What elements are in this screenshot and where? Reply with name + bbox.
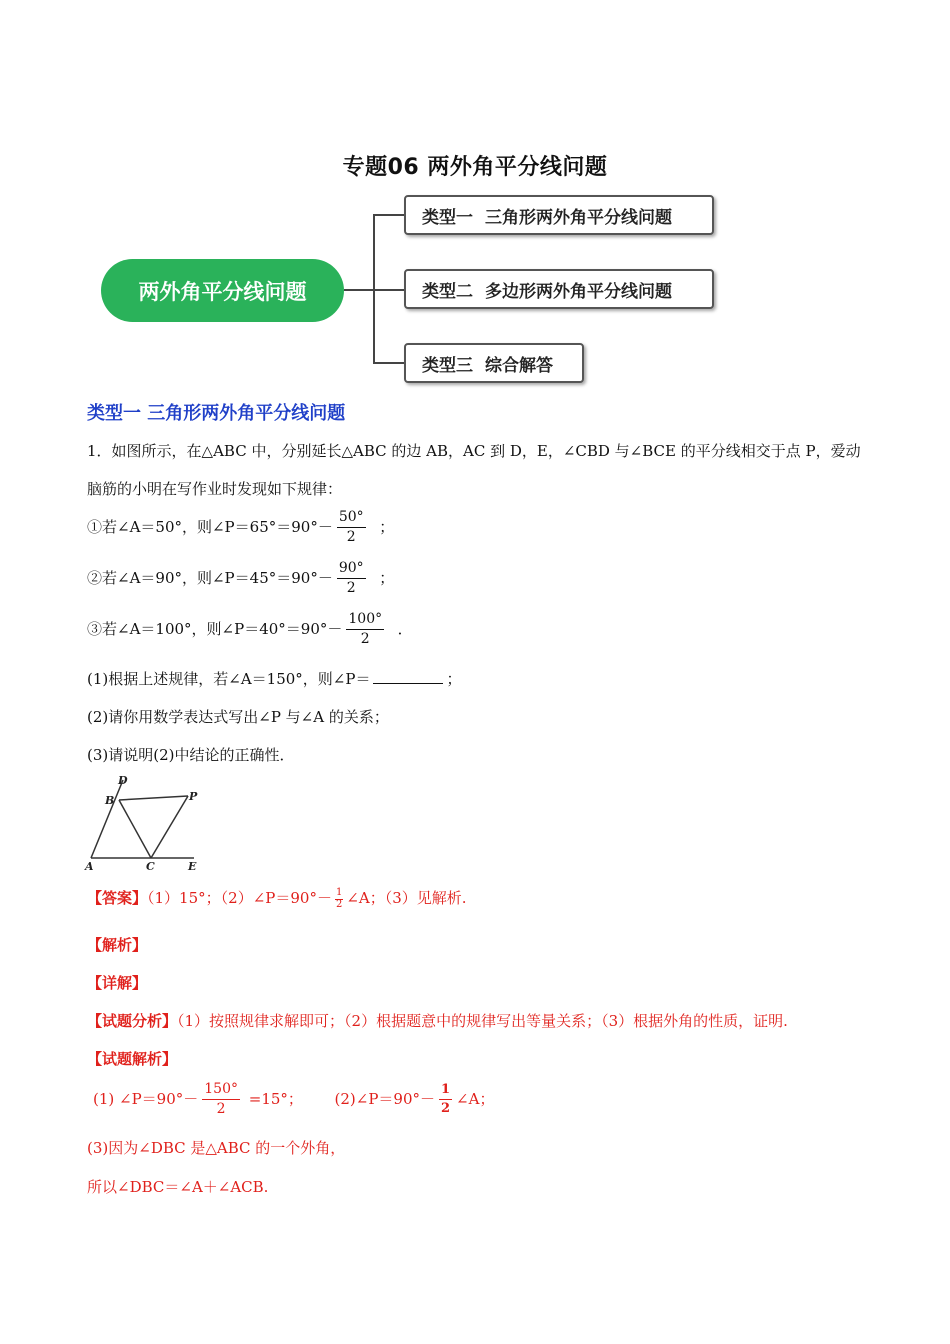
solution-line-4: 所以∠DBC＝∠A＋∠ACB. (87, 1178, 269, 1196)
fraction (202, 1082, 240, 1118)
solution-text: ∠A； (456, 1089, 495, 1108)
label-e: E (188, 860, 197, 872)
fraction-numerator: 100° (346, 612, 384, 630)
fraction-denominator: 2 (335, 898, 343, 910)
solution-tag: 【试题解析】 (87, 1050, 178, 1068)
fraction-numerator: 150° (202, 1082, 240, 1100)
rule-suffix: ． (397, 619, 413, 638)
solution-text: (1) ∠P＝90°－ (93, 1089, 199, 1108)
line-bp (119, 796, 188, 800)
mindmap-connector (344, 289, 374, 291)
mindmap-node-text: 综合解答 (485, 355, 553, 376)
solution-line-1 (93, 1082, 494, 1118)
mindmap-node-label: 类型三 (422, 355, 473, 376)
label-p: P (189, 790, 198, 803)
rule-text: ③若∠A＝100°，则∠P＝40°＝90°－ (87, 619, 343, 638)
mindmap-connector (373, 362, 405, 364)
jiexi-tag: 【解析】 (87, 936, 148, 954)
mindmap-node-text: 三角形两外角平分线问题 (485, 207, 672, 228)
xiangjie-tag: 【详解】 (87, 974, 148, 992)
mindmap-node-type2 (404, 269, 714, 309)
question-text: (1)根据上述规律，若∠A＝150°，则∠P＝ (87, 670, 371, 688)
mindmap-node-text: 多边形两外角平分线问题 (485, 281, 672, 302)
mindmap-connector (373, 214, 405, 216)
answer-tag: 【答案】 (87, 889, 148, 907)
problem-intro-line1: 1．如图所示，在△ABC 中，分别延长△ABC 的边 AB，AC 到 D，E，∠CBD 与∠BCE 的平分线相交于点 P，爱动 (87, 442, 861, 460)
rule-2 (87, 561, 394, 597)
answer-line (87, 887, 467, 910)
fraction-denominator: 2 (360, 631, 370, 648)
fraction-denominator: 2 (441, 1101, 451, 1117)
fraction-denominator: 2 (216, 1101, 226, 1118)
fraction (337, 561, 366, 597)
analysis-tag: 【试题分析】 (87, 1012, 178, 1030)
question-suffix: ； (446, 670, 462, 688)
mindmap-node-type3 (404, 343, 584, 383)
rule-suffix: ； (379, 517, 395, 536)
fraction-numerator: 50° (337, 510, 366, 528)
analysis-line (87, 1010, 788, 1031)
line-cp (151, 796, 188, 858)
label-d: D (118, 774, 128, 787)
label-b: B (105, 794, 115, 807)
rule-1 (87, 510, 394, 546)
rule-text: ①若∠A＝50°，则∠P＝65°＝90°－ (87, 517, 333, 536)
line-ad (91, 780, 123, 858)
mindmap-node-label: 类型二 (422, 281, 473, 302)
triangle-figure (84, 772, 204, 872)
question-1 (87, 668, 461, 689)
analysis-text: （1）按照规律求解即可；（2）根据题意中的规律写出等量关系；（3）根据外角的性质，证明. (177, 1012, 788, 1030)
fraction-denominator: 2 (346, 529, 356, 546)
problem-intro-line2: 脑筋的小明在写作业时发现如下规律： (87, 480, 343, 498)
answer-text: ∠A；（3）见解析. (346, 889, 467, 907)
mindmap-center: 两外角平分线问题 (101, 259, 344, 322)
rule-suffix: ； (379, 568, 395, 587)
answer-text: （1）15°；（2）∠P＝90°－ (147, 889, 332, 907)
fraction-numerator: 90° (337, 561, 366, 579)
label-c: C (146, 860, 155, 872)
mindmap-node-label: 类型一 (422, 207, 473, 228)
mindmap-node-type1 (404, 195, 714, 235)
page-title: 专题06 两外角平分线问题 (342, 155, 608, 180)
question-3: (3)请说明(2)中结论的正确性． (87, 746, 295, 764)
fraction (439, 1083, 452, 1117)
fraction-numerator: 1 (439, 1083, 452, 1100)
fraction (337, 510, 366, 546)
solution-text: =15°； (248, 1089, 303, 1108)
line-bc (119, 800, 151, 858)
fraction (335, 888, 343, 910)
rule-text: ②若∠A＝90°，则∠P＝45°＝90°－ (87, 568, 333, 587)
section-title: 类型一 三角形两外角平分线问题 (87, 403, 346, 424)
answer-blank (373, 669, 443, 684)
solution-text: (2)∠P＝90°－ (334, 1089, 435, 1108)
question-2: (2)请你用数学表达式写出∠P 与∠A 的关系； (87, 708, 389, 726)
fraction-denominator: 2 (346, 580, 356, 597)
mindmap-connector (373, 289, 405, 291)
label-a: A (85, 860, 94, 872)
rule-3 (87, 612, 413, 648)
fraction-numerator: 1 (335, 887, 343, 898)
fraction (346, 612, 384, 648)
solution-line-3: (3)因为∠DBC 是△ABC 的一个外角， (87, 1139, 346, 1157)
